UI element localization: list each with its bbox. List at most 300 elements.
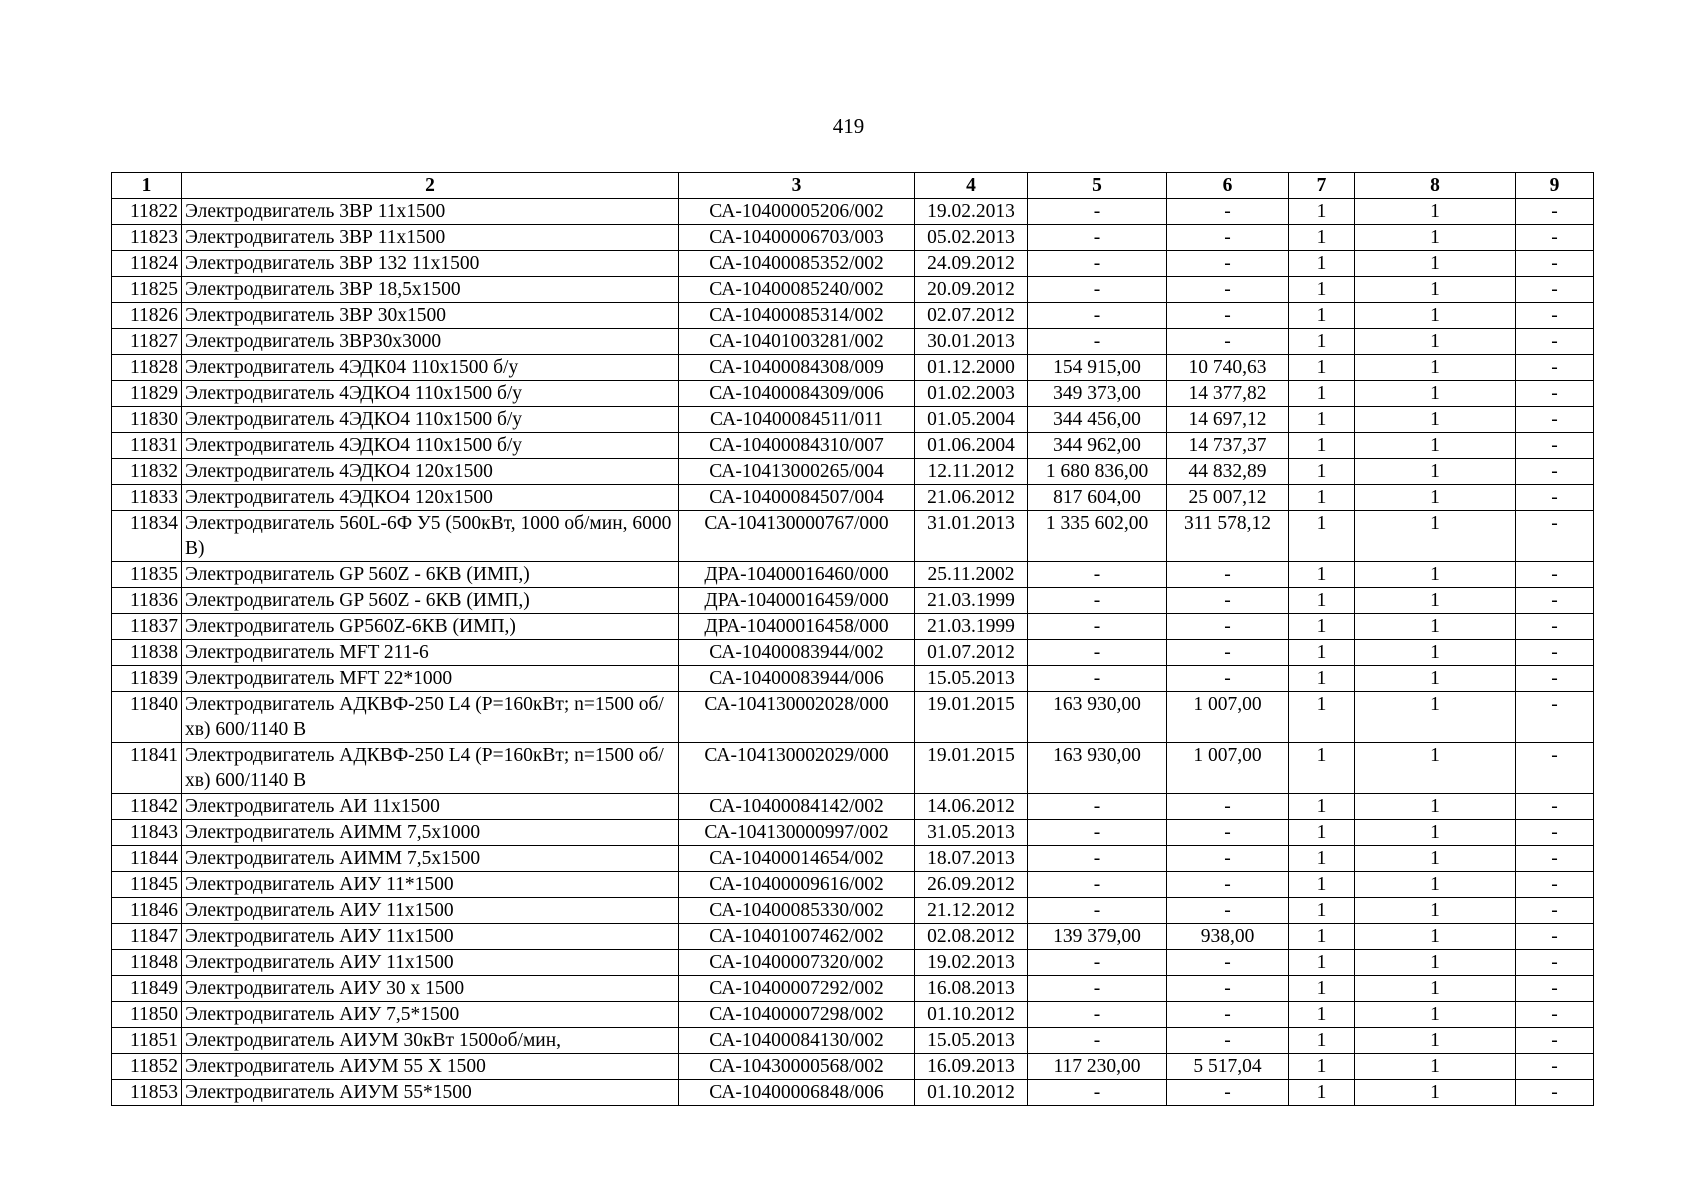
inventory-code-cell: СА-10400084310/007	[679, 433, 915, 459]
count-cell: 1	[1355, 1002, 1516, 1028]
note-cell: -	[1516, 640, 1594, 666]
inventory-code-cell: СА-10400014654/002	[679, 846, 915, 872]
table-row	[112, 329, 1594, 355]
residual-value-cell: 938,00	[1167, 924, 1289, 950]
date-cell: 01.06.2004	[915, 433, 1028, 459]
initial-value-cell: -	[1028, 898, 1167, 924]
item-name-cell: Электродвигатель АИ 11х1500	[182, 794, 679, 820]
count-cell: 1	[1355, 666, 1516, 692]
count-cell: 1	[1355, 743, 1516, 794]
initial-value-cell: -	[1028, 1028, 1167, 1054]
residual-value-cell: -	[1167, 303, 1289, 329]
note-cell: -	[1516, 562, 1594, 588]
residual-value-cell: 1 007,00	[1167, 743, 1289, 794]
date-cell: 19.01.2015	[915, 692, 1028, 743]
count-cell: 1	[1355, 485, 1516, 511]
row-number-cell: 11833	[112, 485, 182, 511]
count-cell: 1	[1355, 1054, 1516, 1080]
initial-value-cell: -	[1028, 588, 1167, 614]
item-name-cell: Электродвигатель 560L-6Ф У5 (500кВт, 1000 об/мин, 6000 В)	[182, 511, 679, 562]
note-cell: -	[1516, 950, 1594, 976]
row-number-cell: 11849	[112, 976, 182, 1002]
row-number-cell: 11838	[112, 640, 182, 666]
table-row	[112, 407, 1594, 433]
item-name-cell: Электродвигатель 4ЭДК04 110х1500 б/у	[182, 355, 679, 381]
item-name-cell: Электродвигатель 4ЭДКО4 120х1500	[182, 485, 679, 511]
table-row	[112, 1002, 1594, 1028]
date-cell: 20.09.2012	[915, 277, 1028, 303]
row-number-cell: 11844	[112, 846, 182, 872]
quantity-cell: 1	[1289, 277, 1355, 303]
quantity-cell: 1	[1289, 433, 1355, 459]
date-cell: 02.07.2012	[915, 303, 1028, 329]
initial-value-cell: -	[1028, 225, 1167, 251]
page-number: 419	[832, 114, 865, 138]
date-cell: 21.03.1999	[915, 588, 1028, 614]
note-cell: -	[1516, 898, 1594, 924]
date-cell: 19.02.2013	[915, 950, 1028, 976]
item-name-cell: Электродвигатель АИУ 7,5*1500	[182, 1002, 679, 1028]
initial-value-cell: -	[1028, 277, 1167, 303]
initial-value-cell: -	[1028, 666, 1167, 692]
item-name-cell: Электродвигатель 3ВР 11х1500	[182, 199, 679, 225]
quantity-cell: 1	[1289, 251, 1355, 277]
table-row	[112, 433, 1594, 459]
inventory-code-cell: ДРА-10400016458/000	[679, 614, 915, 640]
inventory-code-cell: СА-10400009616/002	[679, 872, 915, 898]
residual-value-cell: 311 578,12	[1167, 511, 1289, 562]
row-number-cell: 11852	[112, 1054, 182, 1080]
row-number-cell: 11823	[112, 225, 182, 251]
residual-value-cell: -	[1167, 846, 1289, 872]
date-cell: 21.06.2012	[915, 485, 1028, 511]
quantity-cell: 1	[1289, 485, 1355, 511]
date-cell: 02.08.2012	[915, 924, 1028, 950]
residual-value-cell: 1 007,00	[1167, 692, 1289, 743]
initial-value-cell: -	[1028, 846, 1167, 872]
residual-value-cell: -	[1167, 1002, 1289, 1028]
inventory-code-cell: СА-10400005206/002	[679, 199, 915, 225]
residual-value-cell: 14 377,82	[1167, 381, 1289, 407]
count-cell: 1	[1355, 1028, 1516, 1054]
initial-value-cell: 349 373,00	[1028, 381, 1167, 407]
quantity-cell: 1	[1289, 794, 1355, 820]
inventory-code-cell: СА-10401007462/002	[679, 924, 915, 950]
date-cell: 31.01.2013	[915, 511, 1028, 562]
initial-value-cell: -	[1028, 976, 1167, 1002]
item-name-cell: Электродвигатель АИУ 11х1500	[182, 924, 679, 950]
item-name-cell: Электродвигатель 4ЭДКО4 110х1500 б/у	[182, 381, 679, 407]
note-cell: -	[1516, 329, 1594, 355]
quantity-cell: 1	[1289, 976, 1355, 1002]
residual-value-cell: -	[1167, 562, 1289, 588]
initial-value-cell: -	[1028, 872, 1167, 898]
inventory-code-cell: СА-10400085330/002	[679, 898, 915, 924]
row-number-cell: 11831	[112, 433, 182, 459]
note-cell: -	[1516, 820, 1594, 846]
note-cell: -	[1516, 1080, 1594, 1106]
count-cell: 1	[1355, 898, 1516, 924]
count-cell: 1	[1355, 820, 1516, 846]
note-cell: -	[1516, 924, 1594, 950]
inventory-code-cell: СА-10400085352/002	[679, 251, 915, 277]
date-cell: 01.07.2012	[915, 640, 1028, 666]
count-cell: 1	[1355, 459, 1516, 485]
residual-value-cell: -	[1167, 329, 1289, 355]
initial-value-cell: 1 680 836,00	[1028, 459, 1167, 485]
count-cell: 1	[1355, 924, 1516, 950]
initial-value-cell: 117 230,00	[1028, 1054, 1167, 1080]
date-cell: 01.10.2012	[915, 1080, 1028, 1106]
table-row	[112, 225, 1594, 251]
column-header: 5	[1028, 173, 1167, 199]
initial-value-cell: -	[1028, 950, 1167, 976]
item-name-cell: Электродвигатель GP 560Z - 6КВ (ИМП,)	[182, 588, 679, 614]
note-cell: -	[1516, 433, 1594, 459]
table-row	[112, 277, 1594, 303]
count-cell: 1	[1355, 872, 1516, 898]
quantity-cell: 1	[1289, 329, 1355, 355]
note-cell: -	[1516, 303, 1594, 329]
inventory-code-cell: СА-104130000767/000	[679, 511, 915, 562]
row-number-cell: 11840	[112, 692, 182, 743]
residual-value-cell: -	[1167, 1080, 1289, 1106]
row-number-cell: 11825	[112, 277, 182, 303]
item-name-cell: Электродвигатель 3ВР 18,5х1500	[182, 277, 679, 303]
table-row	[112, 640, 1594, 666]
inventory-code-cell: СА-10400085314/002	[679, 303, 915, 329]
column-header: 3	[679, 173, 915, 199]
row-number-cell: 11835	[112, 562, 182, 588]
table-row	[112, 199, 1594, 225]
quantity-cell: 1	[1289, 820, 1355, 846]
date-cell: 25.11.2002	[915, 562, 1028, 588]
residual-value-cell: -	[1167, 225, 1289, 251]
count-cell: 1	[1355, 511, 1516, 562]
row-number-cell: 11829	[112, 381, 182, 407]
table-row	[112, 485, 1594, 511]
date-cell: 16.08.2013	[915, 976, 1028, 1002]
inventory-code-cell: ДРА-10400016460/000	[679, 562, 915, 588]
row-number-cell: 11847	[112, 924, 182, 950]
row-number-cell: 11832	[112, 459, 182, 485]
quantity-cell: 1	[1289, 924, 1355, 950]
note-cell: -	[1516, 485, 1594, 511]
table-row	[112, 459, 1594, 485]
table-row	[112, 872, 1594, 898]
table-row	[112, 1080, 1594, 1106]
item-name-cell: Электродвигатель АИУМ 55 Х 1500	[182, 1054, 679, 1080]
residual-value-cell: -	[1167, 640, 1289, 666]
residual-value-cell: 14 737,37	[1167, 433, 1289, 459]
table-row	[112, 355, 1594, 381]
residual-value-cell: 10 740,63	[1167, 355, 1289, 381]
date-cell: 30.01.2013	[915, 329, 1028, 355]
inventory-code-cell: СА-10400085240/002	[679, 277, 915, 303]
count-cell: 1	[1355, 381, 1516, 407]
date-cell: 05.02.2013	[915, 225, 1028, 251]
date-cell: 19.02.2013	[915, 199, 1028, 225]
initial-value-cell: -	[1028, 251, 1167, 277]
column-header: 4	[915, 173, 1028, 199]
table-row	[112, 666, 1594, 692]
quantity-cell: 1	[1289, 459, 1355, 485]
row-number-cell: 11841	[112, 743, 182, 794]
table-row	[112, 511, 1594, 562]
count-cell: 1	[1355, 640, 1516, 666]
date-cell: 21.12.2012	[915, 898, 1028, 924]
quantity-cell: 1	[1289, 1054, 1355, 1080]
item-name-cell: Электродвигатель 3ВР 11х1500	[182, 225, 679, 251]
note-cell: -	[1516, 1028, 1594, 1054]
row-number-cell: 11850	[112, 1002, 182, 1028]
initial-value-cell: -	[1028, 794, 1167, 820]
table-row	[112, 743, 1594, 794]
item-name-cell: Электродвигатель MFT 22*1000	[182, 666, 679, 692]
date-cell: 14.06.2012	[915, 794, 1028, 820]
count-cell: 1	[1355, 251, 1516, 277]
date-cell: 01.10.2012	[915, 1002, 1028, 1028]
inventory-code-cell: СА-10400083944/002	[679, 640, 915, 666]
quantity-cell: 1	[1289, 950, 1355, 976]
note-cell: -	[1516, 976, 1594, 1002]
note-cell: -	[1516, 1054, 1594, 1080]
item-name-cell: Электродвигатель 4ЭДКО4 120х1500	[182, 459, 679, 485]
note-cell: -	[1516, 743, 1594, 794]
row-number-cell: 11845	[112, 872, 182, 898]
inventory-code-cell: СА-10413000265/004	[679, 459, 915, 485]
row-number-cell: 11826	[112, 303, 182, 329]
note-cell: -	[1516, 407, 1594, 433]
item-name-cell: Электродвигатель АДКВФ-250 L4 (Р=160кВт; n=1500 об/хв) 600/1140 В	[182, 743, 679, 794]
table-row	[112, 303, 1594, 329]
row-number-cell: 11843	[112, 820, 182, 846]
initial-value-cell: 344 962,00	[1028, 433, 1167, 459]
note-cell: -	[1516, 459, 1594, 485]
date-cell: 21.03.1999	[915, 614, 1028, 640]
inventory-code-cell: СА-10400084308/009	[679, 355, 915, 381]
quantity-cell: 1	[1289, 588, 1355, 614]
quantity-cell: 1	[1289, 562, 1355, 588]
residual-value-cell: -	[1167, 588, 1289, 614]
count-cell: 1	[1355, 433, 1516, 459]
column-header: 2	[182, 173, 679, 199]
residual-value-cell: -	[1167, 820, 1289, 846]
inventory-code-cell: СА-10400006703/003	[679, 225, 915, 251]
table-row	[112, 794, 1594, 820]
item-name-cell: Электродвигатель 3ВР30х3000	[182, 329, 679, 355]
item-name-cell: Электродвигатель АДКВФ-250 L4 (Р=160кВт; n=1500 об/хв) 600/1140 В	[182, 692, 679, 743]
inventory-code-cell: СА-10400007298/002	[679, 1002, 915, 1028]
note-cell: -	[1516, 251, 1594, 277]
residual-value-cell: -	[1167, 1028, 1289, 1054]
quantity-cell: 1	[1289, 743, 1355, 794]
residual-value-cell: -	[1167, 898, 1289, 924]
table-body	[112, 199, 1594, 1106]
initial-value-cell: 154 915,00	[1028, 355, 1167, 381]
count-cell: 1	[1355, 950, 1516, 976]
row-number-cell: 11837	[112, 614, 182, 640]
inventory-code-cell: СА-10400084309/006	[679, 381, 915, 407]
item-name-cell: Электродвигатель MFT 211-6	[182, 640, 679, 666]
table-row	[112, 950, 1594, 976]
inventory-code-cell: СА-10400083944/006	[679, 666, 915, 692]
table-row	[112, 562, 1594, 588]
initial-value-cell: 139 379,00	[1028, 924, 1167, 950]
inventory-code-cell: СА-104130002029/000	[679, 743, 915, 794]
quantity-cell: 1	[1289, 640, 1355, 666]
date-cell: 16.09.2013	[915, 1054, 1028, 1080]
inventory-code-cell: СА-10400007320/002	[679, 950, 915, 976]
note-cell: -	[1516, 794, 1594, 820]
table-row	[112, 898, 1594, 924]
count-cell: 1	[1355, 303, 1516, 329]
row-number-cell: 11839	[112, 666, 182, 692]
date-cell: 15.05.2013	[915, 666, 1028, 692]
column-header: 7	[1289, 173, 1355, 199]
inventory-code-cell: СА-10401003281/002	[679, 329, 915, 355]
note-cell: -	[1516, 666, 1594, 692]
note-cell: -	[1516, 511, 1594, 562]
initial-value-cell: -	[1028, 199, 1167, 225]
item-name-cell: Электродвигатель 3ВР 30х1500	[182, 303, 679, 329]
row-number-cell: 11834	[112, 511, 182, 562]
table-row	[112, 251, 1594, 277]
residual-value-cell: -	[1167, 950, 1289, 976]
row-number-cell: 11824	[112, 251, 182, 277]
date-cell: 24.09.2012	[915, 251, 1028, 277]
item-name-cell: Электродвигатель 4ЭДКО4 110х1500 б/у	[182, 433, 679, 459]
inventory-code-cell: ДРА-10400016459/000	[679, 588, 915, 614]
item-name-cell: Электродвигатель 3ВР 132 11х1500	[182, 251, 679, 277]
quantity-cell: 1	[1289, 692, 1355, 743]
count-cell: 1	[1355, 562, 1516, 588]
item-name-cell: Электродвигатель АИУМ 30кВт 1500об/мин,	[182, 1028, 679, 1054]
residual-value-cell: -	[1167, 614, 1289, 640]
registry-table	[111, 172, 1594, 1106]
quantity-cell: 1	[1289, 1028, 1355, 1054]
row-number-cell: 11848	[112, 950, 182, 976]
initial-value-cell: 1 335 602,00	[1028, 511, 1167, 562]
count-cell: 1	[1355, 407, 1516, 433]
count-cell: 1	[1355, 225, 1516, 251]
inventory-code-cell: СА-104130000997/002	[679, 820, 915, 846]
row-number-cell: 11827	[112, 329, 182, 355]
quantity-cell: 1	[1289, 1080, 1355, 1106]
count-cell: 1	[1355, 614, 1516, 640]
note-cell: -	[1516, 199, 1594, 225]
date-cell: 15.05.2013	[915, 1028, 1028, 1054]
inventory-code-cell: СА-10430000568/002	[679, 1054, 915, 1080]
residual-value-cell: 44 832,89	[1167, 459, 1289, 485]
item-name-cell: Электродвигатель АИУ 30 х 1500	[182, 976, 679, 1002]
table-row	[112, 924, 1594, 950]
column-header: 9	[1516, 173, 1594, 199]
date-cell: 01.05.2004	[915, 407, 1028, 433]
item-name-cell: Электродвигатель GP560Z-6КВ (ИМП,)	[182, 614, 679, 640]
item-name-cell: Электродвигатель АИММ 7,5х1000	[182, 820, 679, 846]
date-cell: 31.05.2013	[915, 820, 1028, 846]
quantity-cell: 1	[1289, 511, 1355, 562]
quantity-cell: 1	[1289, 225, 1355, 251]
quantity-cell: 1	[1289, 303, 1355, 329]
note-cell: -	[1516, 588, 1594, 614]
note-cell: -	[1516, 225, 1594, 251]
residual-value-cell: -	[1167, 277, 1289, 303]
note-cell: -	[1516, 355, 1594, 381]
inventory-code-cell: СА-10400084511/011	[679, 407, 915, 433]
residual-value-cell: -	[1167, 199, 1289, 225]
residual-value-cell: 14 697,12	[1167, 407, 1289, 433]
date-cell: 01.12.2000	[915, 355, 1028, 381]
count-cell: 1	[1355, 199, 1516, 225]
inventory-code-cell: СА-10400006848/006	[679, 1080, 915, 1106]
count-cell: 1	[1355, 692, 1516, 743]
quantity-cell: 1	[1289, 381, 1355, 407]
count-cell: 1	[1355, 329, 1516, 355]
date-cell: 18.07.2013	[915, 846, 1028, 872]
initial-value-cell: -	[1028, 303, 1167, 329]
initial-value-cell: 817 604,00	[1028, 485, 1167, 511]
initial-value-cell: -	[1028, 640, 1167, 666]
initial-value-cell: -	[1028, 820, 1167, 846]
inventory-code-cell: СА-10400007292/002	[679, 976, 915, 1002]
quantity-cell: 1	[1289, 199, 1355, 225]
note-cell: -	[1516, 381, 1594, 407]
quantity-cell: 1	[1289, 898, 1355, 924]
date-cell: 19.01.2015	[915, 743, 1028, 794]
inventory-code-cell: СА-104130002028/000	[679, 692, 915, 743]
item-name-cell: Электродвигатель АИУ 11х1500	[182, 898, 679, 924]
date-cell: 12.11.2012	[915, 459, 1028, 485]
residual-value-cell: -	[1167, 666, 1289, 692]
row-number-cell: 11836	[112, 588, 182, 614]
table-row	[112, 976, 1594, 1002]
count-cell: 1	[1355, 846, 1516, 872]
row-number-cell: 11822	[112, 199, 182, 225]
inventory-code-cell: СА-10400084130/002	[679, 1028, 915, 1054]
table-row	[112, 1054, 1594, 1080]
quantity-cell: 1	[1289, 872, 1355, 898]
row-number-cell: 11846	[112, 898, 182, 924]
item-name-cell: Электродвигатель АИММ 7,5х1500	[182, 846, 679, 872]
row-number-cell: 11842	[112, 794, 182, 820]
date-cell: 26.09.2012	[915, 872, 1028, 898]
count-cell: 1	[1355, 1080, 1516, 1106]
column-header: 8	[1355, 173, 1516, 199]
note-cell: -	[1516, 846, 1594, 872]
table-row	[112, 1028, 1594, 1054]
initial-value-cell: -	[1028, 1002, 1167, 1028]
residual-value-cell: -	[1167, 251, 1289, 277]
residual-value-cell: -	[1167, 872, 1289, 898]
count-cell: 1	[1355, 588, 1516, 614]
quantity-cell: 1	[1289, 407, 1355, 433]
quantity-cell: 1	[1289, 846, 1355, 872]
count-cell: 1	[1355, 794, 1516, 820]
note-cell: -	[1516, 614, 1594, 640]
inventory-code-cell: СА-10400084507/004	[679, 485, 915, 511]
note-cell: -	[1516, 1002, 1594, 1028]
row-number-cell: 11853	[112, 1080, 182, 1106]
quantity-cell: 1	[1289, 355, 1355, 381]
row-number-cell: 11828	[112, 355, 182, 381]
table-row	[112, 614, 1594, 640]
initial-value-cell: -	[1028, 329, 1167, 355]
residual-value-cell: -	[1167, 794, 1289, 820]
count-cell: 1	[1355, 976, 1516, 1002]
note-cell: -	[1516, 277, 1594, 303]
